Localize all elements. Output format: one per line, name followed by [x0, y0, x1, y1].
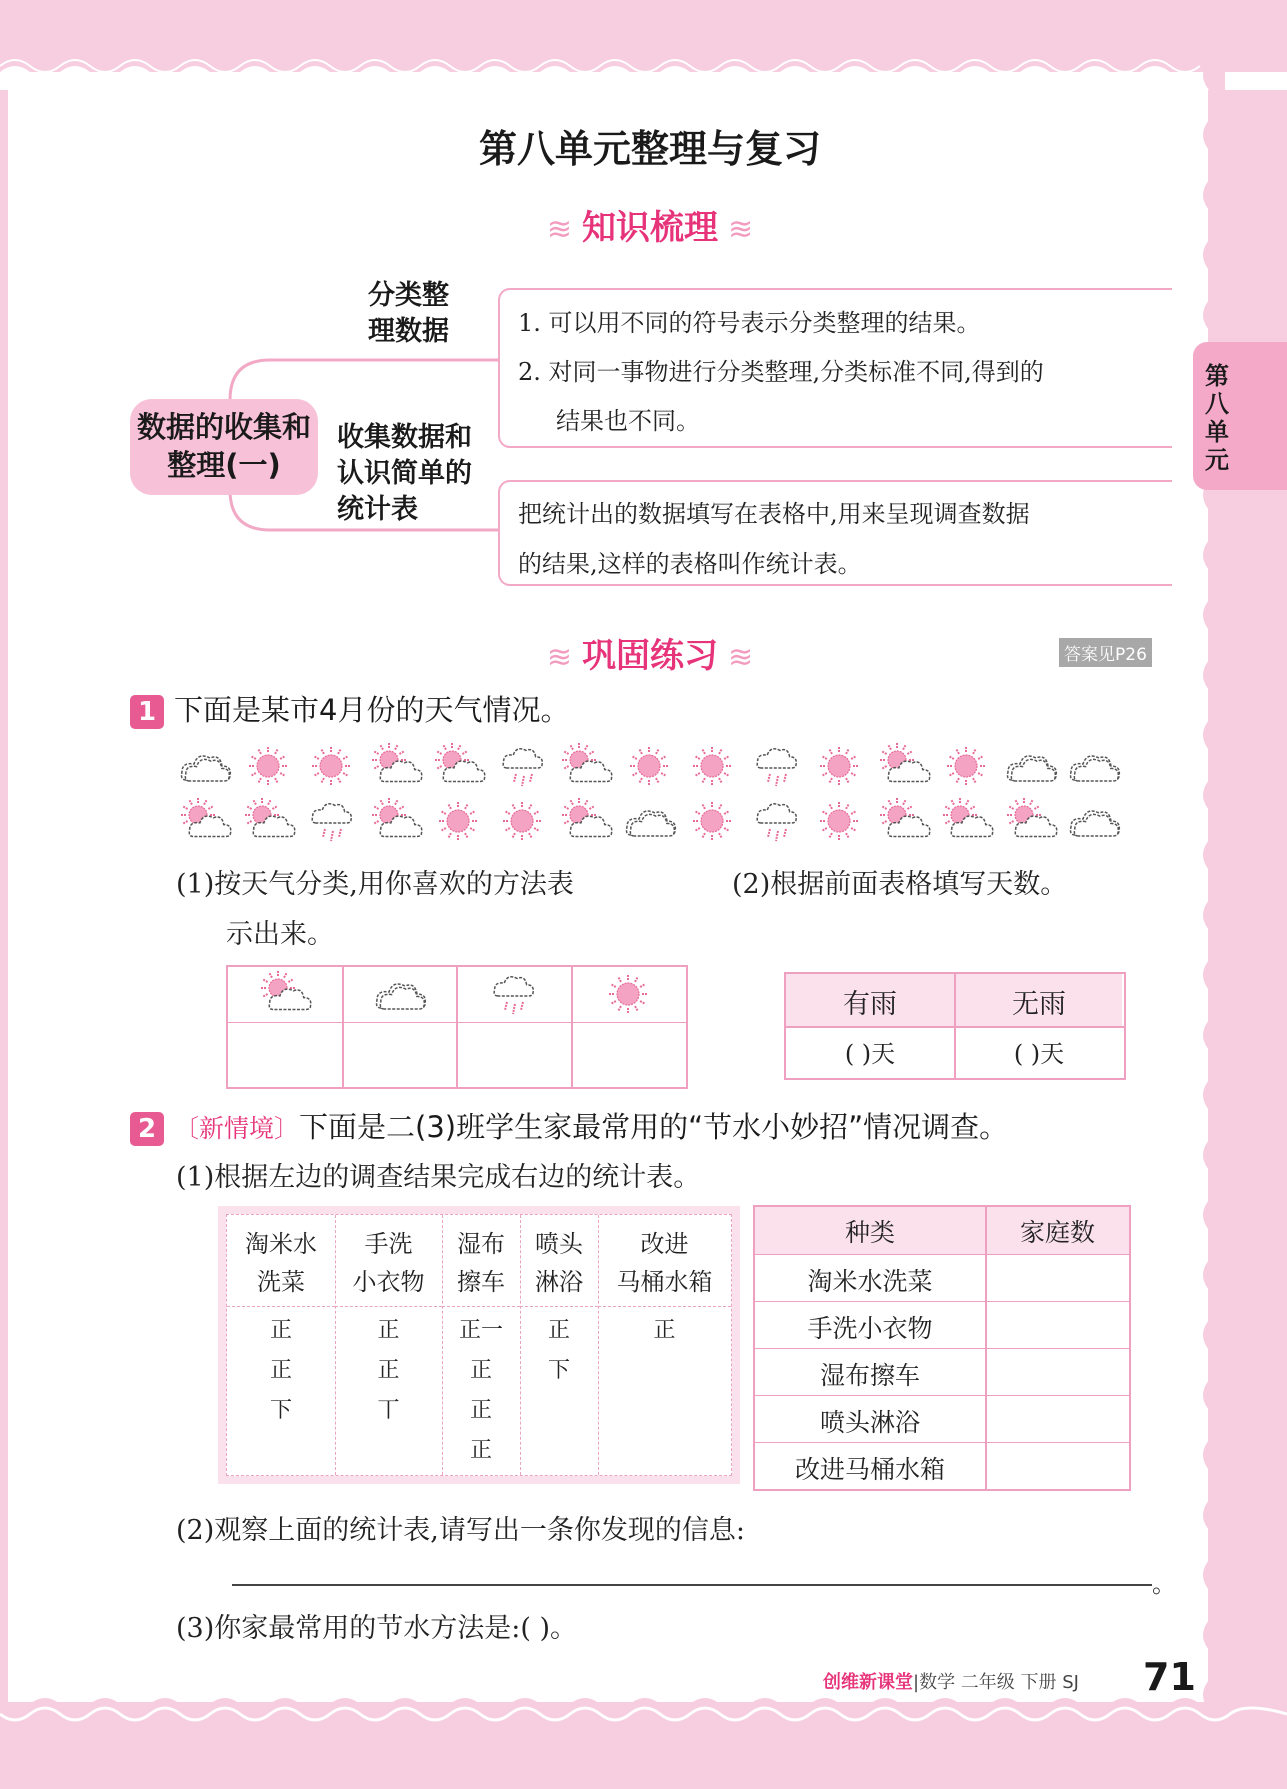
sunny-weather-icon	[811, 742, 869, 792]
partly-weather-icon	[430, 742, 488, 792]
rain-days-table	[784, 972, 1126, 1080]
tally-mark: 丅	[377, 1398, 400, 1423]
survey-table	[226, 1214, 732, 1476]
stat-category-cell: 改进马桶水箱	[794, 1455, 945, 1484]
survey-header-line1: 改进	[640, 1230, 689, 1258]
stat-row	[755, 1442, 1129, 1489]
survey-header-line2: 小衣物	[352, 1268, 425, 1296]
survey-column	[520, 1215, 599, 1475]
q2-number: 2	[130, 1112, 164, 1146]
survey-tally	[442, 1307, 520, 1471]
tally-mark: 下	[269, 1398, 292, 1423]
mindmap-branch-classify: 分类整理数据	[368, 280, 449, 347]
table2-divider	[786, 1026, 1124, 1028]
wave-decoration-icon: ≋	[546, 212, 572, 247]
side-tab-label: 第八单元	[1205, 362, 1229, 474]
tally-mark: 正一	[458, 1318, 503, 1343]
cloudy-weather-icon	[1002, 742, 1060, 792]
survey-header-line1: 喷头	[535, 1230, 583, 1258]
table1-rain-weather-icon	[485, 970, 543, 1020]
stat-category-cell: 喷头淋浴	[819, 1408, 920, 1437]
table1-answer-cell-2[interactable]	[343, 1024, 456, 1086]
q2-answer-line-end: 。	[1152, 1570, 1176, 1598]
tally-mark: 正	[377, 1318, 400, 1343]
partly-weather-icon	[875, 797, 933, 847]
partly-weather-icon	[938, 797, 996, 847]
box2-line2: 的结果,这样的表格叫作统计表。	[518, 550, 862, 578]
rain-weather-icon	[494, 742, 552, 792]
sunny-weather-icon	[430, 797, 488, 847]
tally-mark: 正	[269, 1358, 292, 1383]
cloudy-weather-icon	[1065, 797, 1123, 847]
partly-weather-icon	[176, 797, 234, 847]
footer-brand: 创维新课堂	[823, 1672, 913, 1693]
tally-mark: 正	[469, 1398, 492, 1423]
box1-line1: 1. 可以用不同的符号表示分类整理的结果。	[518, 309, 981, 337]
survey-results-box	[218, 1206, 740, 1484]
stat-category-cell: 湿布擦车	[819, 1361, 920, 1390]
footer	[823, 1668, 1079, 1694]
tally-mark: 正	[469, 1358, 492, 1383]
partly-weather-icon	[557, 797, 615, 847]
table1-answer-cell-1[interactable]	[228, 1024, 342, 1086]
q1-sub1-line2: 示出来。	[226, 919, 334, 950]
stat-row	[755, 1395, 1129, 1443]
survey-column-header	[227, 1215, 335, 1307]
wave-decoration-icon: ≋	[546, 640, 572, 675]
sunny-weather-icon	[621, 742, 679, 792]
sunny-weather-icon	[684, 742, 742, 792]
tally-mark: 正	[653, 1318, 676, 1343]
bottom-wave	[0, 1690, 1287, 1730]
sunny-weather-icon	[811, 797, 869, 847]
sunny-weather-icon	[240, 742, 298, 792]
survey-header-line1: 手洗	[364, 1230, 413, 1258]
sunny-weather-icon	[494, 797, 552, 847]
table2-cell-rain-days[interactable]: ( )天	[844, 1040, 896, 1068]
classification-table	[226, 965, 688, 1089]
answer-reference-badge: 答案见P26	[1059, 638, 1152, 667]
partly-weather-icon	[557, 742, 615, 792]
box2-line1: 把统计出的数据填写在表格中,用来呈现调查数据	[518, 500, 1030, 528]
weather-row-1	[176, 742, 1136, 792]
mindmap-branch-collect: 收集数据和认识简单的统计表	[337, 422, 472, 525]
table1-sunny-weather-icon	[600, 970, 658, 1020]
survey-column	[598, 1215, 731, 1475]
stat-header-cell: 家庭数	[1019, 1218, 1095, 1247]
right-wave	[1195, 60, 1225, 1710]
unit-side-tab	[1193, 342, 1287, 490]
box1-line2: 2. 对同一事物进行分类整理,分类标准不同,得到的	[518, 358, 1044, 386]
q1-prompt	[130, 688, 569, 729]
survey-column-header	[520, 1215, 598, 1307]
stat-row	[755, 1301, 1129, 1349]
survey-header-line2: 洗菜	[257, 1268, 305, 1296]
top-wave	[0, 50, 1287, 90]
cloudy-weather-icon	[176, 742, 234, 792]
rain-weather-icon	[748, 742, 806, 792]
stat-category-cell: 淘米水洗菜	[807, 1267, 933, 1296]
rain-weather-icon	[748, 797, 806, 847]
cloudy-weather-icon	[621, 797, 679, 847]
q1-text: 下面是某市4月份的天气情况。	[174, 693, 570, 727]
table1-answer-cell-4[interactable]	[572, 1024, 686, 1086]
table2-header-norain: 无雨	[1012, 989, 1066, 1020]
survey-header-line2: 淋浴	[535, 1268, 583, 1296]
box1-line3: 结果也不同。	[556, 407, 700, 435]
mindmap-main-topic: 数据的收集和整理(一)	[130, 399, 318, 495]
tally-mark: 正	[547, 1318, 570, 1343]
q2-new-context-tag: 〔新情境〕	[174, 1114, 300, 1143]
q2-sub2: (2)观察上面的统计表,请写出一条你发现的信息:	[176, 1515, 745, 1546]
section-knowledge-heading	[0, 200, 1287, 249]
partly-weather-icon	[240, 797, 298, 847]
sunny-weather-icon	[303, 742, 361, 792]
table1-cloudy-weather-icon	[371, 970, 429, 1020]
survey-tally	[335, 1307, 442, 1431]
stat-count-input[interactable]	[986, 1395, 1129, 1442]
q2-sub1: (1)根据左边的调查结果完成右边的统计表。	[176, 1162, 701, 1193]
wave-decoration-icon: ≋	[728, 640, 754, 675]
partly-weather-icon	[367, 797, 425, 847]
stat-count-input[interactable]	[986, 1301, 1129, 1348]
q1-number: 1	[130, 695, 164, 729]
stat-category-cell: 手洗小衣物	[807, 1314, 933, 1343]
tally-mark: 正	[377, 1358, 400, 1383]
q1-sub2: (2)根据前面表格填写天数。	[732, 869, 1068, 900]
survey-header-line2: 马桶水箱	[616, 1268, 713, 1296]
statistics-table	[753, 1205, 1131, 1491]
page-title: 第八单元整理与复习	[478, 127, 821, 171]
weather-row-2	[176, 797, 1136, 847]
tally-mark: 正	[469, 1438, 492, 1463]
stat-count-input[interactable]	[986, 1348, 1129, 1395]
stat-row	[755, 1348, 1129, 1396]
table2-header-rain: 有雨	[843, 989, 897, 1020]
survey-header-line1: 湿布	[457, 1230, 505, 1258]
section-practice-label: 巩固练习	[582, 636, 718, 676]
tally-mark: 正	[269, 1318, 292, 1343]
q1-sub1-line1: (1)按天气分类,用你喜欢的方法表	[176, 869, 574, 900]
survey-column	[227, 1215, 336, 1475]
page-number: 71	[1143, 1655, 1196, 1699]
stat-count-input[interactable]	[986, 1254, 1129, 1301]
partly-weather-icon	[1002, 797, 1060, 847]
survey-header-line1: 淘米水	[245, 1230, 317, 1258]
cloudy-weather-icon	[1065, 742, 1123, 792]
stat-header-row	[755, 1207, 1129, 1255]
q2-sub3[interactable]: (3)你家最常用的节水方法是:( )。	[176, 1613, 577, 1644]
stat-row	[755, 1254, 1129, 1302]
wave-decoration-icon: ≋	[728, 212, 754, 247]
survey-column-header	[335, 1215, 442, 1307]
rain-weather-icon	[303, 797, 361, 847]
q2-text: 下面是二(3)班学生家最常用的“节水小妙招”情况调查。	[299, 1110, 1009, 1144]
sunny-weather-icon	[684, 797, 742, 847]
survey-column-header	[598, 1215, 731, 1307]
tally-mark: 下	[547, 1358, 570, 1383]
survey-tally	[598, 1307, 731, 1351]
q2-answer-line[interactable]	[232, 1584, 1152, 1586]
table2-cell-norain-days[interactable]: ( )天	[1013, 1040, 1065, 1068]
sunny-weather-icon	[938, 742, 996, 792]
partly-weather-icon	[367, 742, 425, 792]
survey-header-line2: 擦车	[457, 1268, 505, 1296]
survey-tally	[520, 1307, 598, 1391]
survey-column	[335, 1215, 443, 1475]
section-knowledge-label: 知识梳理	[582, 208, 718, 248]
table1-answer-cell-3[interactable]	[457, 1024, 571, 1086]
q2-prompt	[130, 1105, 1008, 1146]
survey-tally	[227, 1307, 335, 1431]
footer-info: |数学 二年级 下册 SJ	[913, 1672, 1079, 1693]
table1-partly-weather-icon	[256, 970, 314, 1020]
stat-count-input[interactable]	[986, 1442, 1129, 1489]
partly-weather-icon	[875, 742, 933, 792]
stat-header-cell: 种类	[844, 1218, 895, 1247]
survey-column-header	[442, 1215, 520, 1307]
survey-column	[442, 1215, 521, 1475]
